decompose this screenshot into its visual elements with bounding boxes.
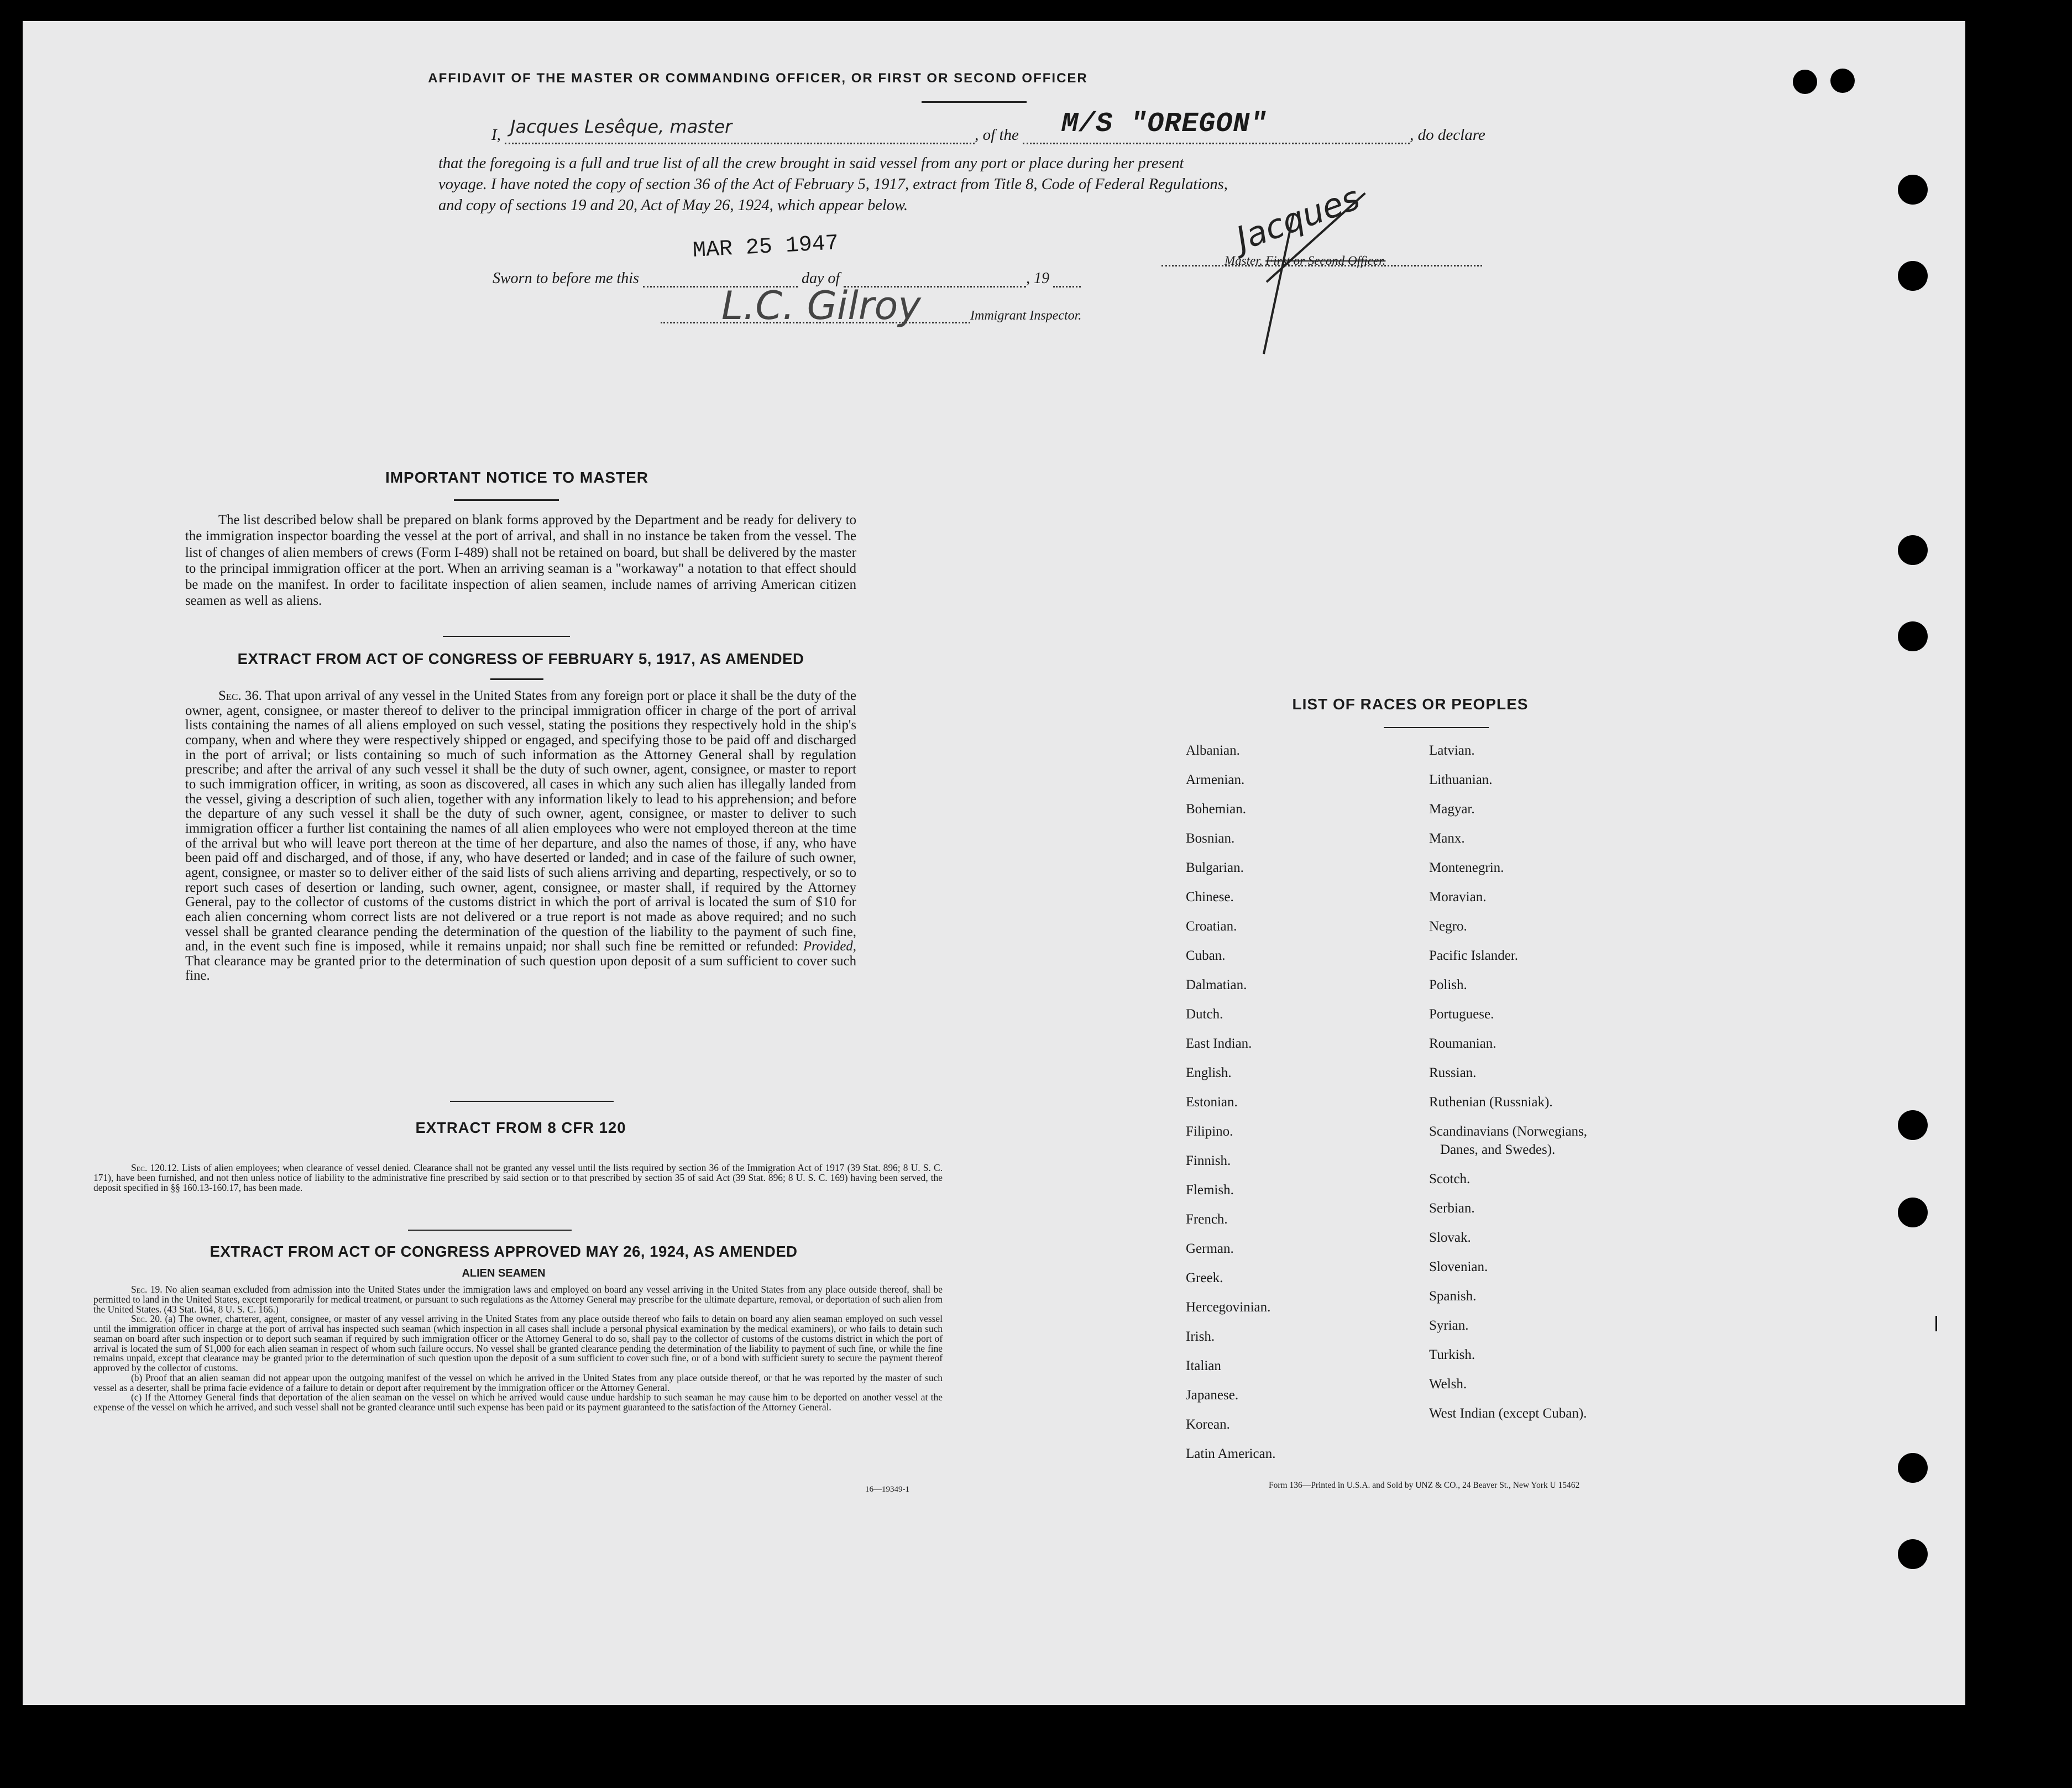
- sec-36-label: Sec. 36.: [218, 688, 262, 703]
- race-item: Bosnian.: [1186, 831, 1235, 846]
- day-of-label: day of: [801, 270, 840, 287]
- races-title: LIST OF RACES OR PEOPLES: [1292, 696, 1529, 713]
- struck-officer-label: First or Second Officer.: [1265, 254, 1386, 268]
- race-item: Pacific Islander.: [1429, 948, 1519, 963]
- sec-20a-paragraph: [93, 1314, 943, 1373]
- cfr-title: EXTRACT FROM 8 CFR 120: [415, 1119, 626, 1136]
- cfr-end-rule: [408, 1230, 572, 1231]
- race-item: Finnish.: [1186, 1153, 1231, 1168]
- punch-hole-top-2: [1830, 69, 1855, 93]
- of-the-label: , of the: [975, 126, 1019, 144]
- race-item: Dutch.: [1186, 1007, 1223, 1022]
- inspector-signature-line: [661, 283, 1082, 328]
- master-label: Master,: [1225, 254, 1263, 268]
- race-item: Lithuanian.: [1429, 772, 1493, 787]
- punch-hole-5: [1898, 1110, 1928, 1140]
- sec-19-text: No alien seaman excluded from admission into the United States under the immigration laws and employed on board any vessel arriving in the United States from any place outside thereof, shall be permitted to land in the United States, except temporarily for medical treatment, or pursuant to such regulations as the Attorney General may prescribe for the ultimate departure, removal, or deportation of such alien from the United States. (43 Stat. 164, 8 U. S. C. 166.): [93, 1284, 943, 1315]
- affidavit-line-1: [491, 108, 1542, 159]
- sec-19-paragraph: [93, 1285, 943, 1314]
- sec-36-tail: That clearance may be granted prior to the determination of such question upon deposit of a sum sufficient to cover such fine.: [185, 953, 856, 984]
- extract-1917-body: [185, 689, 856, 984]
- form-footer: Form 136—Printed in U.S.A. and Sold by UNZ & CO., 24 Beaver St., New York U 15462: [1269, 1481, 1580, 1490]
- date-stamp: MAR 25 1947: [692, 231, 839, 264]
- race-item: Montenegrin.: [1429, 860, 1504, 875]
- race-item: Cuban.: [1186, 948, 1226, 963]
- notice-rule: [454, 499, 559, 501]
- title-rule: [922, 101, 1027, 103]
- sec-36-text: That upon arrival of any vessel in the United States from any foreign port or place it shall be the duty of the owner, agent, consignee, or master thereof to deliver to the principal immigration officer in charge of the port of arrival lists containing the names of all aliens employed on such vessel, stating the positions they respectively hold in the ship's company, when and where they were respectively shipped or engaged, and specifying those to be paid off and discharged in the port of arrival; or lists containing so much of such information as the Attorney General shall by regulation prescribe; and after the arrival of any such vessel it shall be the duty of such owner, agent, consignee, or master to report to such immigration officer, in writing, as soon as discovered, all cases in which any such alien has illegally landed from the vessel, giving a description of such alien, together with any information likely to lead to his apprehension; and before the departure of any such vessel it shall be the duty of such owner, agent, consignee, or master to deliver to such immigration officer a further list containing the names of all alien employees who were not employed thereon at the time of the arrival but who will leave port thereon at the time of her departure, and also the names of those, if any, who have been paid off and discharged, and of those, if any, who have deserted or landed; and in case of the failure of such owner, agent, consignee, or master so to deliver either of the said lists of such aliens arriving and departing, respectively, or so to report such cases of desertion or landing, such owner, agent, consignee, or master shall, if required by the Attorney General, pay to the collector of customs of the customs district in which the port of arrival is located the sum of $10 for each alien concerning whom correct lists are not delivered or a true report is not made as above required; and no such vessel shall be granted clearance pending the determination of the question of the liability to the payment of such fine, and, in the event such fine is imposed, while it remains unpaid; nor shall such fine be remitted or refunded:: [185, 688, 856, 954]
- race-item: Ruthenian (Russniak).: [1429, 1095, 1553, 1110]
- race-item: Scandinavians (Norwegians,: [1429, 1124, 1588, 1139]
- cfr-text: Lists of alien employees; when clearance of vessel denied. Clearance shall not be granted any vessel until the lists required by section 36 of the Immigration Act of 1917 (39 Stat. 896; 8 U. S. C. 171), have been furnished, and not then unless notice of liability to the administrative fine prescribed by said section or to that prescribed by section 35 of said Act (39 Stat. 896; 8 U. S. C. 169) having been served, the deposit specified in §§ 160.13-160.17, has been made.: [93, 1162, 943, 1193]
- sec-19-label: Sec. 19.: [131, 1284, 163, 1295]
- race-item: Spanish.: [1429, 1289, 1477, 1304]
- vessel-field: [1023, 108, 1410, 144]
- race-item: Latvian.: [1429, 743, 1475, 758]
- margin-mark: [1935, 1316, 1937, 1331]
- punch-hole-3: [1898, 535, 1928, 565]
- race-item: East Indian.: [1186, 1036, 1252, 1051]
- do-declare-label: , do declare: [1410, 126, 1485, 144]
- race-item: Moravian.: [1429, 890, 1487, 905]
- form-code-left: 16—19349-1: [865, 1485, 909, 1494]
- punch-hole-top-1: [1793, 70, 1817, 94]
- extract-1917-rule: [490, 678, 543, 680]
- race-item: Turkish.: [1429, 1347, 1475, 1362]
- year-prefix: , 19: [1026, 270, 1050, 287]
- race-item: Irish.: [1186, 1329, 1215, 1344]
- race-item: Albanian.: [1186, 743, 1240, 758]
- affidavit-line-3: voyage. I have noted the copy of section 36 of the Act of February 5, 1917, extract from Title 8, Code of Federal Regulations,: [438, 176, 1228, 193]
- race-item: Bohemian.: [1186, 802, 1247, 817]
- race-item: Negro.: [1429, 919, 1467, 934]
- punch-hole-1: [1898, 175, 1928, 205]
- race-item: Slovak.: [1429, 1230, 1471, 1245]
- sec-20a-text: (a) The owner, charterer, agent, consignee, or master of any vessel arriving in the United States from any place outside thereof who fails to detain on board any alien seaman employed on such vessel until the immigration officer in charge at the port of arrival has inspected such seaman (which inspection in all cases shall include a personal physical examination by the medical examiners), or who fails to detain such seaman on board after such inspection or to deport such seaman if required by such immigration officer or the Attorney General to do so, shall pay to the collector of customs of the customs district in which the port of arrival is located the sum of $1,000 for each alien seaman in respect of whom such failure occurs. No vessel shall be granted clearance pending the determination of the liability to payment of such fine, or while the fine remains unpaid, except that clearance may be granted prior to the determination of such question upon the deposit of a sum sufficient to cover such fine, or of a bond with sufficient surety to secure the payment thereof approved by the collector of customs.: [93, 1313, 943, 1373]
- extract-1917-title: EXTRACT FROM ACT OF CONGRESS OF FEBRUARY 5, 1917, AS AMENDED: [237, 650, 804, 667]
- race-item: Manx.: [1429, 831, 1465, 846]
- race-item: Hercegovinian.: [1186, 1300, 1271, 1315]
- race-item: Korean.: [1186, 1417, 1230, 1432]
- extract-1917-end-rule: [450, 1101, 614, 1102]
- race-item: Croatian.: [1186, 919, 1237, 934]
- notice-title: IMPORTANT NOTICE TO MASTER: [385, 469, 649, 486]
- master-name-handwriting: Jacques Lesêque, master: [510, 116, 732, 137]
- punch-hole-8: [1898, 1539, 1928, 1569]
- race-item: Magyar.: [1429, 802, 1475, 817]
- punch-hole-6: [1898, 1198, 1928, 1227]
- immigrant-inspector-label: Immigrant Inspector.: [970, 309, 1082, 323]
- race-item: Welsh.: [1429, 1377, 1467, 1392]
- document-sheet: [23, 21, 1965, 1705]
- cfr-sec-label: Sec. 120.12.: [131, 1162, 179, 1173]
- race-item: Filipino.: [1186, 1124, 1233, 1139]
- race-item: West Indian (except Cuban).: [1429, 1406, 1587, 1421]
- race-item: Greek.: [1186, 1271, 1223, 1285]
- race-item: Scotch.: [1429, 1172, 1471, 1186]
- sec-20b-paragraph: (b) Proof that an alien seaman did not appear upon the outgoing manifest of the vessel on which he arrived in the United States from any place outside thereof, or that he was reported by the master of such vessel as a deserter, shall be prima facie evidence of a failure to detain or deport after requirement by the immigration officer or the Attorney General.: [93, 1372, 943, 1393]
- extract-1924-body: [93, 1285, 943, 1413]
- extract-1924-title: EXTRACT FROM ACT OF CONGRESS APPROVED MAY 26, 1924, AS AMENDED: [210, 1243, 798, 1260]
- affidavit-line-4: and copy of sections 19 and 20, Act of May 26, 1924, which appear below.: [438, 197, 908, 214]
- affidavit-line-2: that the foregoing is a full and true list of all the crew brought in said vessel from any port or place during her present: [438, 155, 1184, 172]
- race-item: Polish.: [1429, 977, 1467, 992]
- race-item: Dalmatian.: [1186, 977, 1247, 992]
- notice-end-rule: [443, 636, 570, 637]
- race-item: Roumanian.: [1429, 1036, 1497, 1051]
- extract-1924-subtitle: ALIEN SEAMEN: [462, 1267, 546, 1279]
- race-item: Chinese.: [1186, 890, 1234, 905]
- inspector-signature: L.C. Gilroy: [721, 283, 921, 328]
- affidavit-title: AFFIDAVIT OF THE MASTER OR COMMANDING OFFICER, OR FIRST OR SECOND OFFICER: [428, 71, 1088, 86]
- vessel-name-stamp: M/S "OREGON": [1061, 108, 1268, 140]
- race-item: French.: [1186, 1212, 1228, 1227]
- sec-20-label: Sec. 20.: [131, 1313, 163, 1325]
- races-rule: [1384, 727, 1489, 728]
- race-item: Armenian.: [1186, 772, 1245, 787]
- race-item: Latin American.: [1186, 1446, 1276, 1461]
- punch-hole-7: [1898, 1453, 1928, 1483]
- race-item: Slovenian.: [1429, 1259, 1488, 1274]
- master-label-line: [1225, 254, 1385, 268]
- master-signature: Jacques: [1231, 178, 1365, 259]
- notice-text: The list described below shall be prepared on blank forms approved by the Department and be ready for delivery to the immigration inspector boarding the vessel at the port of arrival, and shall in no instance be taken from the vessel. The list of changes of alien members of crews (Form I-489) shall not be retained on board, but shall be delivered by the master to the principal immigration officer at the port. When an arriving seaman is a "workaway" a notation to that effect should be made on the manifest. In order to facilitate inspection of alien seamen, include names of arriving American citizen seamen as well as aliens.: [185, 513, 856, 609]
- race-item: Japanese.: [1186, 1388, 1239, 1403]
- race-item: Portuguese.: [1429, 1007, 1494, 1022]
- race-item: Italian: [1186, 1358, 1221, 1373]
- year-field: [1053, 270, 1081, 287]
- race-item: Russian.: [1429, 1065, 1477, 1080]
- race-item: German.: [1186, 1241, 1234, 1256]
- punch-hole-2: [1898, 261, 1928, 291]
- race-item: Syrian.: [1429, 1318, 1469, 1333]
- sec-20c-paragraph: (c) If the Attorney General finds that deportation of the alien seaman on the vessel on which he arrived would cause undue hardship to such seaman he may cause him to be deported on another vessel at the expense of the vessel on which he arrived, and such vessel shall not be granted clearance until such expense has been paid or its payment guaranteed to the satisfaction of the Attorney General.: [93, 1392, 943, 1413]
- race-item: Serbian.: [1429, 1201, 1475, 1216]
- race-item: Flemish.: [1186, 1183, 1234, 1198]
- race-item: Estonian.: [1186, 1095, 1238, 1110]
- provided-label: Provided,: [803, 939, 857, 954]
- race-item: Danes, and Swedes).: [1440, 1142, 1556, 1157]
- punch-hole-4: [1898, 621, 1928, 651]
- i-label: I,: [491, 126, 501, 144]
- inspector-signature-field: [661, 283, 970, 328]
- race-item: Bulgarian.: [1186, 860, 1244, 875]
- race-item: English.: [1186, 1065, 1232, 1080]
- cfr-body: [93, 1163, 943, 1193]
- master-name-field: [505, 116, 975, 144]
- notice-body: [185, 512, 856, 609]
- sworn-label: Sworn to before me this: [493, 270, 639, 287]
